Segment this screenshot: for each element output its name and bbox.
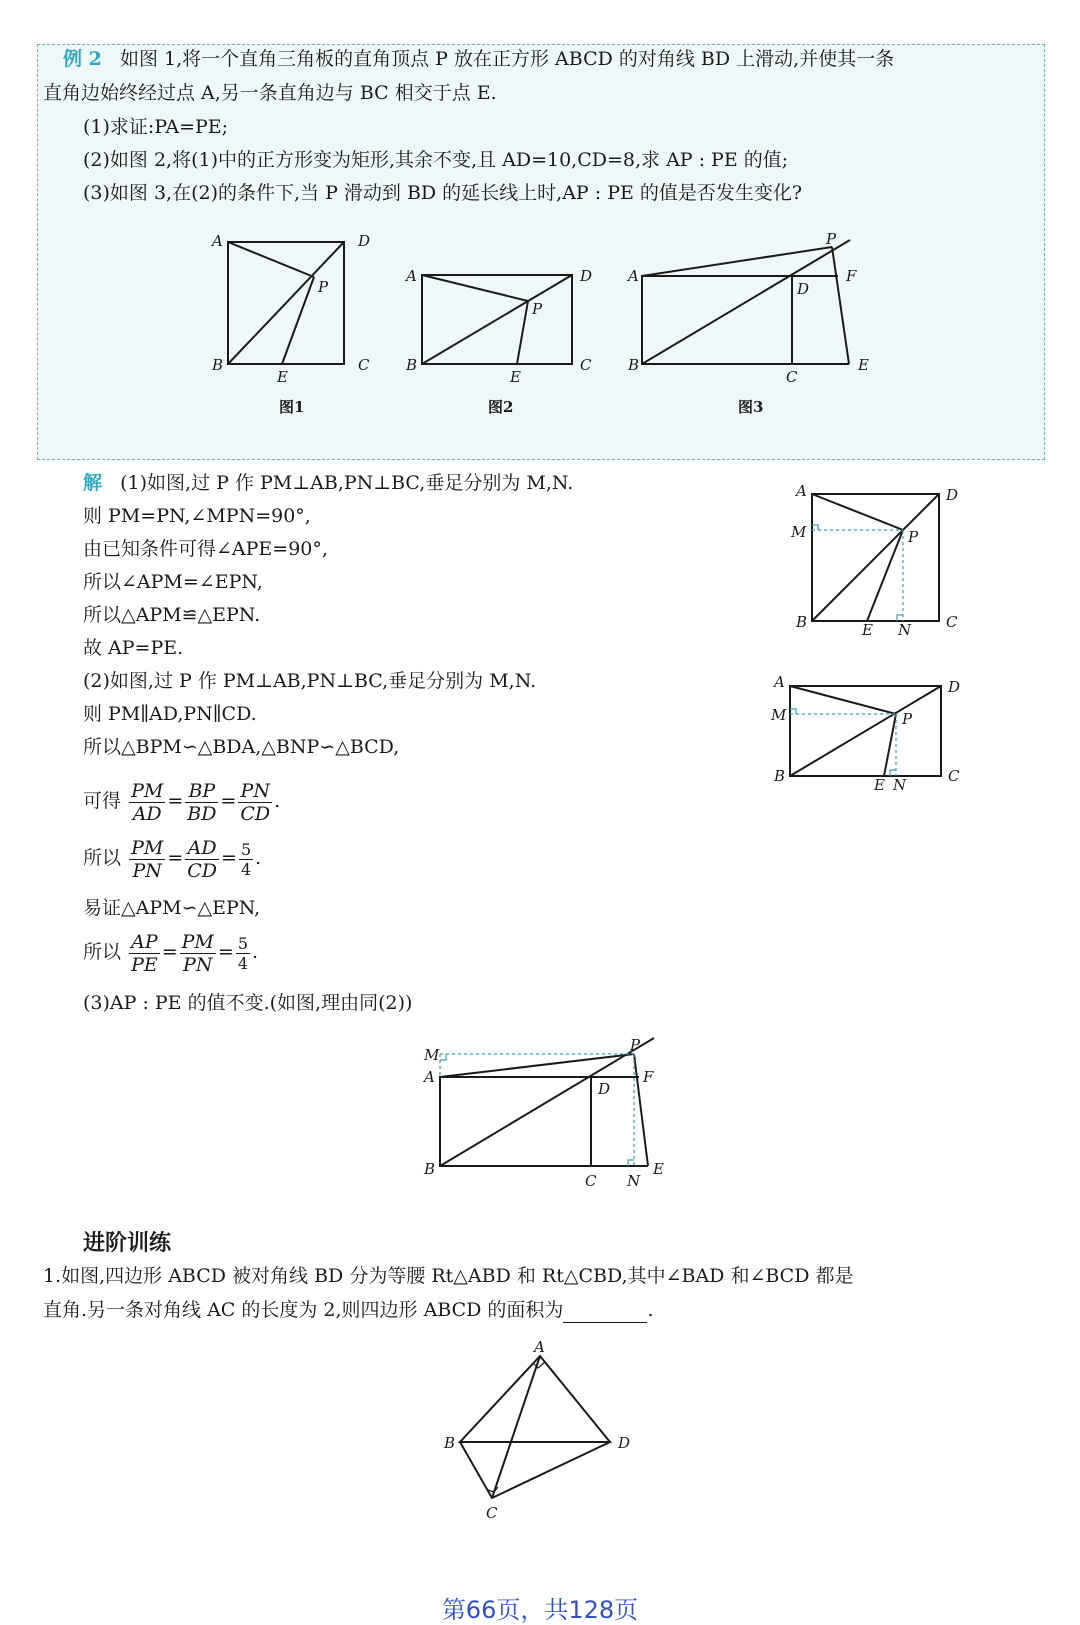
sol1-label-c: C bbox=[946, 613, 958, 631]
solution-equation-3: 所以 $\frac{AP}{PE}$ = $\frac{PM}{PN}$ = $\frac{5}{4}$ . bbox=[83, 930, 259, 976]
fig3-pe bbox=[832, 247, 849, 364]
fig2-label-a: A bbox=[406, 267, 417, 285]
page-footer: 第66页，共128页 bbox=[441, 1596, 639, 1624]
sol3-label-n: N bbox=[627, 1172, 641, 1190]
example-tag: 例 2 bbox=[63, 48, 102, 70]
sol3-label-f: F bbox=[643, 1068, 654, 1086]
fig3-label-d: D bbox=[797, 280, 810, 298]
solution-line-9: 所以△BPM∽△BDA,△BNP∽△BCD, bbox=[83, 736, 400, 758]
fig3-label-p: P bbox=[826, 230, 837, 248]
question-1: (1)求证:PA=PE; bbox=[83, 116, 229, 138]
practice-label-d: D bbox=[618, 1434, 631, 1452]
fig1-label-b: B bbox=[212, 356, 224, 374]
fig2-label-d: D bbox=[580, 267, 593, 285]
fig2-pa bbox=[422, 275, 528, 301]
fig3-pa bbox=[642, 247, 832, 276]
sol1-label-d: D bbox=[946, 486, 959, 504]
fig3-diagonal-extended bbox=[642, 240, 850, 364]
question-2: (2)如图 2,将(1)中的正方形变为矩形,其余不变,且 AD=10,CD=8,求 AP : PE 的值; bbox=[83, 149, 789, 171]
solution-equation-2: 所以 $\frac{PM}{PN}$ = $\frac{AD}{CD}$ = $\frac{5}{4}$ . bbox=[83, 836, 262, 882]
practice-label-b: B bbox=[444, 1434, 456, 1452]
practice-1-line-1: 1.如图,四边形 ABCD 被对角线 BD 分为等腰 Rt△ABD 和 Rt△CBD,其中∠BAD 和∠BCD 都是 bbox=[43, 1265, 854, 1287]
solution-line-5: 所以△APM≌△EPN. bbox=[83, 604, 261, 626]
solution-line-2: 则 PM=PN,∠MPN=90°, bbox=[83, 505, 311, 527]
fig2-label-e: E bbox=[510, 368, 521, 386]
sol2-label-e: E bbox=[874, 776, 885, 794]
answer-blank[interactable] bbox=[563, 1304, 647, 1323]
sol1-label-b: B bbox=[796, 613, 808, 631]
sol2-label-d: D bbox=[948, 678, 961, 696]
sol3-label-d: D bbox=[598, 1080, 611, 1098]
solution-line-6: 故 AP=PE. bbox=[83, 637, 184, 659]
solution-line-3: 由已知条件可得∠APE=90°, bbox=[83, 538, 328, 560]
example-line-2: 直角边始终经过点 A,另一条直角边与 BC 相交于点 E. bbox=[43, 82, 497, 104]
sol1-label-e: E bbox=[862, 621, 873, 639]
fig1-label-a: A bbox=[212, 232, 223, 250]
sol1-label-p: P bbox=[908, 528, 919, 546]
solution-line-12: 易证△APM∽△EPN, bbox=[83, 897, 261, 919]
sol1-label-m: M bbox=[791, 523, 807, 541]
fig1-label-d: D bbox=[358, 232, 371, 250]
solution-figures bbox=[0, 470, 1080, 1190]
sol3-label-p: P bbox=[630, 1036, 641, 1054]
sol2-label-p: P bbox=[902, 710, 913, 728]
sol3-label-b: B bbox=[424, 1160, 436, 1178]
fig2-label-p: P bbox=[532, 300, 543, 318]
fig1-label-e: E bbox=[277, 368, 288, 386]
solution-tag: 解 bbox=[83, 472, 103, 494]
fig3-label-c: C bbox=[786, 368, 798, 386]
fig3-label-b: B bbox=[628, 356, 640, 374]
fig1-label-p: P bbox=[318, 278, 329, 296]
fig3-label-e: E bbox=[858, 356, 869, 374]
fig1-pa bbox=[228, 242, 314, 277]
fig3-label-f: F bbox=[846, 267, 857, 285]
solution-line-7: (2)如图,过 P 作 PM⊥AB,PN⊥BC,垂足分别为 M,N. bbox=[83, 670, 537, 692]
solution-line-4: 所以∠APM=∠EPN, bbox=[83, 571, 263, 593]
fig1-label-c: C bbox=[358, 356, 370, 374]
example-figures bbox=[0, 0, 1080, 470]
solution-line-8: 则 PM∥AD,PN∥CD. bbox=[83, 703, 257, 725]
solution-line-14: (3)AP : PE 的值不变.(如图,理由同(2)) bbox=[83, 992, 413, 1014]
sol1-label-a: A bbox=[796, 482, 807, 500]
fig1-caption: 图1 bbox=[279, 398, 305, 416]
sol3-label-a: A bbox=[424, 1068, 435, 1086]
fig3-caption: 图3 bbox=[738, 398, 764, 416]
sol2-label-b: B bbox=[774, 767, 786, 785]
sol3-label-m: M bbox=[424, 1046, 440, 1064]
fig1-diagonal bbox=[228, 242, 344, 364]
practice-label-c: C bbox=[486, 1504, 498, 1520]
practice-figure bbox=[430, 1340, 650, 1520]
question-3: (3)如图 3,在(2)的条件下,当 P 滑动到 BD 的延长线上时,AP : PE 的值是否发生变化? bbox=[83, 182, 803, 204]
fig3-label-a: A bbox=[628, 267, 639, 285]
sol2-label-c: C bbox=[948, 767, 960, 785]
fig2-label-b: B bbox=[406, 356, 418, 374]
practice-label-a: A bbox=[534, 1340, 545, 1356]
solution-equation-1: 可得 $\frac{PM}{AD}$ = $\frac{BP}{BD}$ = $\frac{PN}{CD}$ . bbox=[83, 779, 281, 825]
sol3-label-e: E bbox=[653, 1160, 664, 1178]
sol1-label-n: N bbox=[898, 621, 912, 639]
sol2-label-m: M bbox=[771, 706, 787, 724]
practice-heading: 进阶训练 bbox=[83, 1231, 172, 1256]
fig2-diagonal bbox=[422, 275, 572, 364]
solution-line-1: 解 (1)如图,过 P 作 PM⊥AB,PN⊥BC,垂足分别为 M,N. bbox=[83, 472, 574, 494]
fig2-caption: 图2 bbox=[488, 398, 514, 416]
sol2-label-a: A bbox=[774, 673, 785, 691]
sol2-label-n: N bbox=[893, 776, 907, 794]
fig2-pe bbox=[517, 301, 528, 364]
sol3-label-c: C bbox=[585, 1172, 597, 1190]
fig2-label-c: C bbox=[580, 356, 592, 374]
example-line-1: 例 2 如图 1,将一个直角三角板的直角顶点 P 放在正方形 ABCD 的对角线 BD 上滑动,并使其一条 bbox=[63, 48, 895, 70]
practice-1-line-2: 直角.另一条对角线 AC 的长度为 2,则四边形 ABCD 的面积为 . bbox=[43, 1299, 654, 1321]
